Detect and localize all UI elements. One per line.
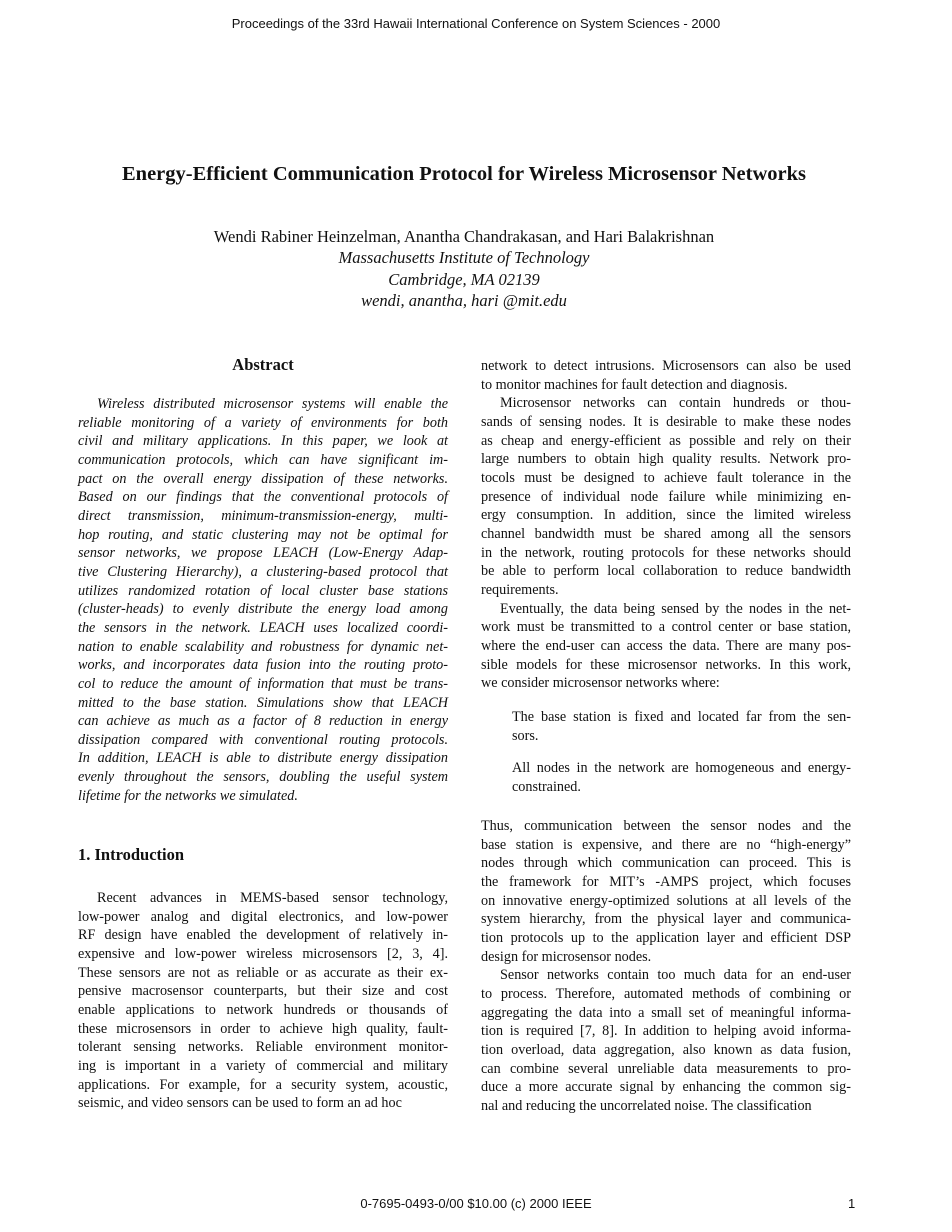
text-line: tolerant sensing networks. Reliable environment monitor- [78, 1039, 448, 1056]
text-line: the framework for MIT’s -AMPS project, which focuses [481, 873, 851, 890]
text-line: communication protocols, which can have significant im- [78, 451, 448, 468]
text-line: these microsensors in order to achieve high quality, fault- [78, 1020, 448, 1037]
text-line: requirements. [481, 581, 559, 598]
text-line: pact on the overall energy dissipation of these networks. [78, 470, 448, 487]
list-item [481, 708, 851, 745]
text-line: nation to enable scalability and robustness for dynamic net- [78, 638, 448, 655]
text-line: constrained. [512, 778, 581, 795]
text-line: network to detect intrusions. Microsensors can also be used [481, 358, 851, 374]
introduction-body [78, 889, 448, 1113]
right-column-bottom [481, 817, 851, 1116]
page-number: 1 [848, 1196, 856, 1211]
footer-copyright: 0-7695-0493-0/00 $10.00 (c) 2000 IEEE [360, 1196, 592, 1211]
text-line: reliable monitoring of a variety of environments for both [78, 414, 448, 431]
paragraph [481, 817, 851, 966]
text-line: applications. For example, for a security system, acoustic, [78, 1076, 448, 1093]
text-line: ing is important in a variety of commercial and military [78, 1057, 448, 1074]
text-line: col to reduce the amount of information that must be trans- [78, 675, 448, 692]
text-line: dissipation compared with conventional routing protocols. [78, 731, 448, 748]
text-line: enable applications to network hundreds or thousands of [78, 1001, 448, 1018]
text-line: sible models for these microsensor networks. In this work, [481, 656, 851, 673]
right-column-top [481, 357, 851, 693]
text-line: the sensors in the network. LEACH uses localized coordi- [78, 619, 448, 636]
author-block [0, 226, 928, 311]
text-line: lifetime for the networks we simulated. [78, 787, 298, 804]
text-line: Eventually, the data being sensed by the nodes in the net- [500, 600, 851, 617]
text-line: we consider microsensor networks where: [481, 675, 720, 692]
text-line: tive Clustering Hierarchy), a clustering-based protocol that [78, 563, 448, 580]
text-line: system hierarchy, from the physical layer and communica- [481, 911, 851, 928]
paragraph [481, 600, 851, 693]
text-line: sensor networks, we propose LEACH (Low-Energy Adap- [78, 545, 448, 562]
text-line: ergy consumption. In addition, since the limited wireless [481, 507, 851, 524]
text-line: low-power analog and digital electronics, and low-power [78, 908, 448, 925]
text-line: as cheap and energy-efficient as possible and rely on their [481, 432, 851, 449]
paragraph [78, 889, 448, 1113]
text-line: to monitor machines for fault detection and diagnosis. [481, 376, 788, 393]
affiliation: Massachusetts Institute of Technology [338, 248, 590, 268]
text-line: aggregating the data into a small set of meaningful informa- [481, 1004, 851, 1021]
text-line: work must be transmitted to a control center or base station, [481, 619, 851, 636]
text-line: RF design have enabled the development of relatively in- [78, 927, 448, 944]
text-line: Microsensor networks can contain hundreds or thou- [500, 395, 851, 412]
text-line: Thus, communication between the sensor nodes and the [481, 818, 851, 834]
abstract-body [78, 395, 448, 805]
text-line: in the network, routing protocols for these networks should [481, 544, 851, 561]
text-line: All nodes in the network are homogeneous and energy- [512, 760, 851, 777]
text-line: base station is expensive, and there are no “high-energy” [481, 836, 851, 853]
text-line: Sensor networks contain too much data for an end-user [500, 967, 851, 984]
text-line: direct transmission, minimum-transmission-energy, multi- [78, 507, 448, 524]
text-line: on innovative energy-optimized solutions at all levels of the [481, 892, 851, 909]
paragraph [78, 395, 448, 805]
text-line: tion is required [7, 8]. In addition to helping avoid informa- [481, 1023, 851, 1040]
paragraph [481, 394, 851, 599]
text-line: hop routing, and static clustering may not be optimal for [78, 526, 448, 543]
text-line: channel bandwidth must be shared among all the sensors [481, 525, 851, 542]
text-line: large numbers to obtain high quality results. Network pro- [481, 451, 851, 468]
text-line: These sensors are not as reliable or as accurate as their ex- [78, 964, 448, 981]
paper-title: Energy-Efficient Communication Protocol for Wireless Microsensor Networks [122, 163, 806, 185]
text-line: works, and incorporates data fusion into the routing proto- [78, 657, 448, 674]
assumptions-list [481, 708, 851, 797]
address: Cambridge, MA 02139 [388, 269, 540, 289]
text-line: The base station is fixed and located far from the sen- [512, 709, 851, 725]
text-line: be able to perform local collaboration to reduce bandwidth [481, 563, 851, 580]
text-line: sands of sensing nodes. It is desirable to make these nodes [481, 413, 851, 430]
text-line: can achieve as much as a factor of 8 reduction in energy [78, 713, 448, 730]
text-line: Based on our findings that the conventional protocols of [78, 489, 448, 506]
text-line: can combine several unreliable data measurements to pro- [481, 1060, 851, 1077]
text-line: seismic, and video sensors can be used to form an ad hoc [78, 1095, 402, 1112]
abstract-heading: Abstract [232, 355, 294, 374]
text-line: nal and reducing the uncorrelated noise. The classification [481, 1097, 812, 1114]
running-header: Proceedings of the 33rd Hawaii International Conference on System Sciences - 2000 [231, 16, 721, 31]
list-item [481, 759, 851, 796]
text-line: pensive macrosensor counterparts, but their size and cost [78, 983, 448, 1000]
paragraph [481, 966, 851, 1115]
text-line: duce a more accurate signal by enhancing the common sig- [481, 1079, 851, 1096]
authors: Wendi Rabiner Heinzelman, Anantha Chandrakasan, and Hari Balakrishnan [213, 227, 715, 246]
text-line: design for microsensor nodes. [481, 948, 652, 965]
text-line: tion overload, data aggregation, also known as data fusion, [481, 1041, 851, 1058]
text-line: Wireless distributed microsensor systems will enable the [97, 396, 448, 412]
text-line: nodes through which communication can proceed. This is [481, 855, 851, 872]
text-line: In addition, LEACH is able to distribute energy dissipation [78, 750, 448, 767]
text-line: to process. Therefore, automated methods of combining or [481, 985, 851, 1002]
text-line: where the end-user can access the data. There are many pos- [481, 637, 851, 654]
text-line: civil and military applications. In this paper, we look at [78, 433, 448, 450]
text-line: tion protocols up to the application layer and efficient DSP [481, 929, 851, 946]
text-line: evenly throughout the sensors, doubling the useful system [78, 769, 448, 786]
paragraph [481, 357, 851, 394]
email: wendi, anantha, hari @mit.edu [361, 290, 567, 310]
text-line: presence of individual node failure while minimizing en- [481, 488, 851, 505]
text-line: utilizes randomized rotation of local cluster base stations [78, 582, 448, 599]
text-line: mitted to the base station. Simulations show that LEACH [78, 694, 448, 711]
introduction-heading: 1. Introduction [78, 845, 185, 864]
text-line: (cluster-heads) to evenly distribute the energy load among [78, 601, 448, 618]
text-line: Recent advances in MEMS-based sensor technology, [97, 890, 448, 906]
text-line: expensive and low-power wireless microsensors [2, 3, 4]. [78, 945, 448, 962]
text-line: sors. [512, 727, 539, 744]
text-line: tocols must be designed to achieve fault tolerance in the [481, 469, 851, 486]
